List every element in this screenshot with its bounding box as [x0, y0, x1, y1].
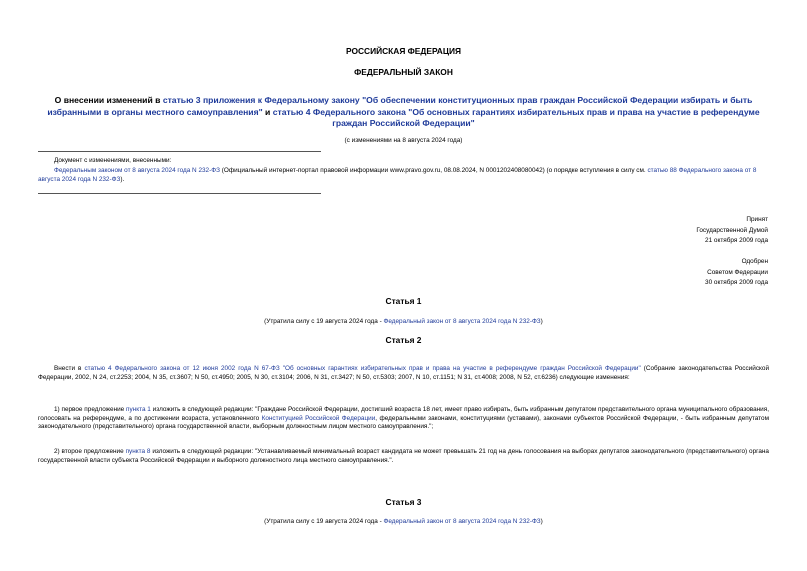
law-type-heading: ФЕДЕРАЛЬНЫЙ ЗАКОН	[354, 67, 453, 77]
article-3-note	[0, 518, 807, 527]
article-2-p1-text: Внести в	[54, 365, 85, 372]
changes-link-law[interactable]: Федеральным законом от 8 августа 2024 года N 232-ФЗ	[54, 167, 220, 174]
adoption-line: Принят	[746, 216, 768, 223]
article-2-p3-text: 2) второе предложение	[54, 448, 126, 455]
article-2-paragraph-1	[38, 365, 769, 382]
article-2-p1-text-2: (Собрание законодательства Российской Федерации, 2002, N 24, ст.2253; 2004, N 35, ст.3607; N 50, ст.4950; 2005, N 30, ст.3104; 2006, N 31, ст.3427; N 50, ст.5303; 2007, N 10, ст.1151; N 31, ст.4008; 2008, N 52, ст.6236) следующие изменения:	[38, 365, 770, 381]
title-text-2: и	[262, 106, 273, 117]
edition-note: (с изменениями на 8 августа 2024 года)	[344, 137, 463, 144]
changes-intro: Документ с изменениями, внесенными:	[54, 157, 172, 164]
article-1-note	[0, 318, 807, 327]
article-3-heading: Статья 3	[385, 497, 422, 507]
article-1-note-link[interactable]: Федеральный закон от 8 августа 2024 года N 232-ФЗ	[383, 318, 541, 325]
changes-text-1: (Официальный интернет-портал правовой информации www.pravo.gov.ru, 08.08.2024, N 0001202408080042) (о порядке вступления в силу см.	[219, 167, 648, 174]
title-text-1: О внесении изменений в	[54, 95, 163, 105]
article-2-p2-link-constitution[interactable]: Конституцией Российской Федерации	[261, 414, 376, 422]
title-link-article-4[interactable]: статью 4 Федерального закона "Об основных гарантиях избирательных прав и права на участие в референдуме граждан Российской Федерации"	[272, 106, 760, 128]
adoption-line: Одобрен	[741, 258, 768, 265]
article-2-p3-text-2: изложить в следующей редакции: "Устанавливаемый минимальный возраст кандидата не может превышать 21 год на день голосования на выборах депутатов законодательного (представительного) органа государственной власти субъекта Российской Федерации и выборного должностного лица местного самоуправления.".	[38, 448, 769, 464]
document-title	[38, 95, 769, 130]
article-2-heading: Статья 2	[385, 335, 422, 345]
adoption-date: 30 октября 2009 года	[705, 279, 768, 287]
article-3-note-text: (Утратила силу с 19 августа 2024 года -	[264, 518, 384, 525]
article-2-p2-text-3: , федеральными законами, конституциями (уставами), законами субъектов Российской Федерации, - быть избранным депутатом законодательного (представительного) органа государственной власти, выборным должностным лицом местного самоуправления.";	[38, 414, 769, 431]
adoption-date: 21 октября 2009 года	[705, 237, 768, 245]
adoption-line: Государственной Думой	[696, 226, 768, 234]
article-2-paragraph-3	[38, 448, 769, 465]
changes-body	[38, 167, 769, 184]
article-2-p1-link[interactable]: статью 4 Федерального закона от 12 июня 2002 года N 67-ФЗ "Об основных гарантиях избирательных прав и права на участие в референдуме граждан Российской Федерации"	[84, 365, 641, 372]
article-1-note-text: (Утратила силу с 19 августа 2024 года -	[264, 318, 384, 325]
divider-bottom	[38, 193, 321, 194]
adoption-council	[568, 258, 768, 288]
article-1-note-end: )	[540, 318, 543, 325]
article-3-note-end: )	[540, 518, 543, 525]
article-2-p2-link-point-1[interactable]: пункта 1	[126, 406, 151, 413]
article-2-paragraph-2	[38, 406, 769, 432]
adoption-duma	[568, 216, 768, 246]
article-2-p2-text: 1) первое предложение	[54, 406, 127, 413]
article-2-p3-link-point-8[interactable]: пункта 8	[125, 448, 151, 455]
title-link-article-3[interactable]: статью 3 приложения к Федеральному закону "Об обеспечении конституционных прав граждан Российской Федерации избирать и быть избранными в органы местного самоуправления"	[47, 95, 753, 117]
article-2-p2-text-2: изложить в следующей редакции: "Граждане Российской Федерации, достигший возраста 18 лет, имеет право избирать, быть избранным депутатом представительного органа муниципального образования, голосовать на референдуме, а по достижении возраста, установленного	[38, 406, 769, 422]
changes-link-article-88[interactable]: статью 88 Федерального закона от 8 августа 2024 года N 232-ФЗ	[38, 167, 757, 183]
adoption-line: Советом Федерации	[707, 268, 768, 276]
article-3-note-link[interactable]: Федеральный закон от 8 августа 2024 года N 232-ФЗ	[383, 518, 541, 525]
article-1-heading: Статья 1	[385, 296, 422, 306]
divider-top	[38, 151, 321, 152]
changes-text-2: ).	[120, 175, 125, 183]
country-heading: РОССИЙСКАЯ ФЕДЕРАЦИЯ	[345, 46, 462, 56]
